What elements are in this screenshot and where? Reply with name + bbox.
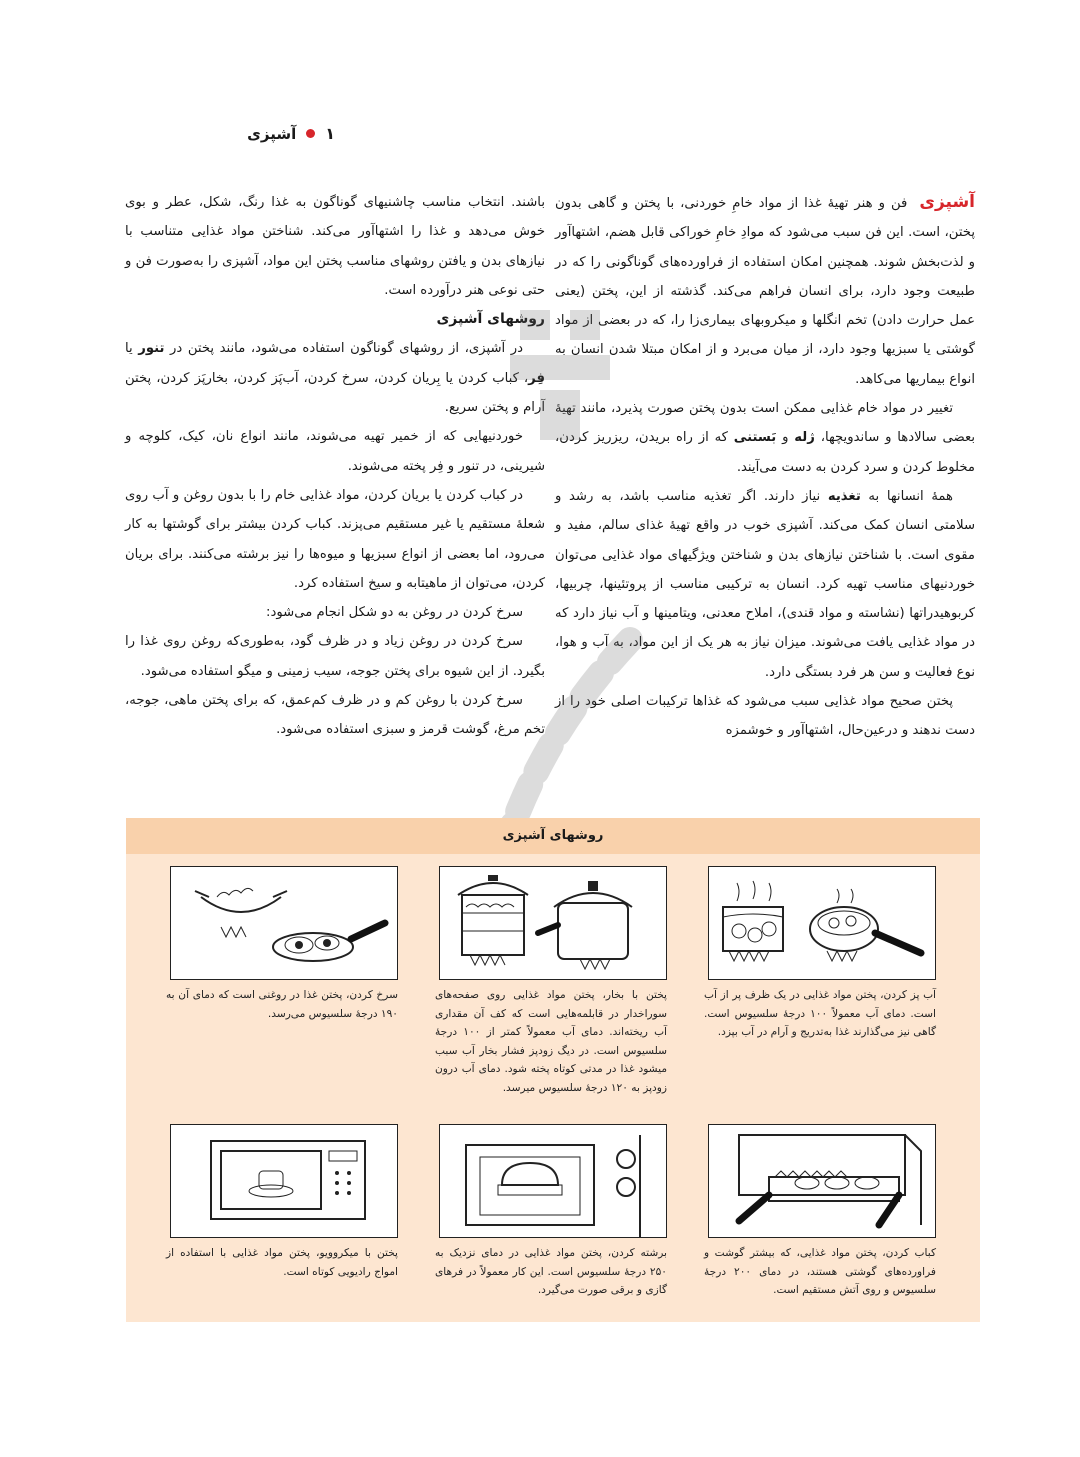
cooking-methods-panel [126,818,980,1322]
paragraph-methods [125,334,545,422]
method-grilling [704,1124,936,1300]
paragraph-4: پختن صحیح مواد غذایی سبب می‌شود که غذاها ترکیبات اصلی خود را از دست ندهند و درعین‌حال، اشتهاآور و خوشمزه [555,694,975,739]
method-caption: سرخ کردن، پختن غذا در روغنی است که دمای آن به ۱۹۰ درجهٔ سلسیوس می‌رسد. [166,989,398,1020]
right-column [555,188,975,746]
method-frying [166,866,398,1023]
accent-dot [306,129,315,138]
method-caption: کباب کردن، پختن مواد غذایی، که بیشتر گوشت و فراورده‌های گوشتی هستند، در دمای ۲۰۰ درجهٔ سلسیوس و روی آتش مستقیم است. [704,1247,936,1297]
intro-paragraph [555,188,975,394]
paragraph-text: در آشپزی، از روشهای گوناگون استفاده می‌شود، مانند پختن در [164,341,523,357]
paragraph-kabab: در کباب کردن یا بریان کردن، مواد غذایی خام را با بدون روغن و آب روی شعلهٔ مستقیم یا غیر مستقیم می‌پزند. کباب کردن بیشتر برای گوشتها به کار می‌رود، اما بعضی از انواع سبزیها و میوه‌ها را نیز برشته می‌کنند. برای بریان کردن، می‌توان از ماهیتابه و سیخ استفاده کرد. [125,487,545,591]
method-caption: برشته کردن، پختن مواد غذایی در دمای نزدیک به ۲۵۰ درجهٔ سلسیوس است. این کار معمولاً در فرهای گازی و برقی صورت می‌گیرد. [435,1247,667,1297]
left-column [125,188,545,745]
method-caption: پختن با بخار، پختن مواد غذایی روی صفحه‌های سوراخدار در قابلمه‌هایی است که کف آن مقداری آب ریخته‌اند. دمای آب معمولاً کمتر از ۱۰۰ درجهٔ سلسیوس است. در دیگ زودپز فشار بخار آب سبب میشود غذا در مدتی کوتاه پخته شود. دمای آب درون زودپز به ۱۲۰ درجهٔ سلسیوس میرسد. [435,989,667,1094]
conjunction: یا [125,341,139,357]
grill-icon [708,1124,936,1238]
steamer-pot-icon [439,866,667,980]
boiling-pot-icon [708,866,936,980]
term-icecream: بَستنی [733,430,777,446]
paragraph-dough: خوردنیهایی که از خمیر تهیه می‌شوند، مانند انواع نان، کیک، کلوچه و شیرینی، در تنور و فِر پخته می‌شوند. [125,429,545,474]
method-caption: آب پز کردن، پختن مواد غذایی در یک ظرف پر از آب است. دمای آب معمولاً ۱۰۰ درجهٔ سلسیوس است. گاهی نیز می‌گذارند غذا به‌تدریج و آرام در آب بپزد. [704,989,936,1039]
paragraph-continued: باشند. انتخاب مناسب چاشنیهای گوناگون به غذا رنگ، شکل، عطر و بوی خوش می‌دهد و غذا را اشتهاآور می‌کند. شناختن مواد غذایی متناسب با نیازهای بدن و یافتن روشهای مناسب پختن این مواد، آشپزی را به‌صورت فن و حتی نوعی هنر درآورده است. [125,195,545,298]
microwave-icon [170,1124,398,1238]
paragraph-text: همهٔ انسانها به [860,488,953,504]
method-roasting [435,1124,667,1300]
term-nutrition: تغذیه [827,488,861,504]
paragraph-text: نیاز دارند. اگر تغذیه مناسب باشد، به رشد و سلامتی انسان کمک می‌کند. آشپزی خوب در واقع تهیهٔ غذای سالم، مفید و مقوی است. با شناختن نیازهای بدن و شناختن ویژگیهای مواد غذایی می‌توان خوردنیهای مناسب تهیه کرد. انسان به ترکیبی مناسب از پروتئینها، چربیها، کربوهیدراتها (نشاسته و مواد قندی)، املاح معدنی، ویتامینها و آب نیاز دارد که در مواد غذایی یافت می‌شوند. میزان نیاز به هر یک از این مواد، به آب و هوا، نوع فعالیت و سن هر فرد بستگی دارد. [555,488,975,680]
paragraph-frying-intro: سرخ کردن در روغن به دو شکل انجام می‌شود: [266,605,523,621]
paragraph-3 [555,482,975,687]
conjunction: و [776,430,795,446]
paragraph-deep-fry: سرخ کردن در روغن زیاد و در ظرف گود، به‌طوری‌که روغن روی غذا را بگیرد. از این شیوه برای پختن جوجه، سیب زمینی و میگو استفاده می‌شود. [125,634,545,679]
section-heading: روشهای آشپزی [436,311,545,328]
lead-term: آشپزی [919,192,975,212]
paragraph-text: تغییر در مواد خام غذایی ممکن است بدون پختن صورت پذیرد، مانند تهیهٔ بعضی سالادها و ساندویچها، [555,401,976,446]
term-jelly: ژله [794,430,815,446]
method-caption: پختن با میکروویو، پختن مواد غذایی با استفاده از امواج رادیویی کوتاه است. [166,1247,398,1278]
method-boiling [704,866,936,1042]
term-oven: فِر [528,370,545,386]
method-microwave [166,1124,398,1281]
oven-icon [439,1124,667,1238]
panel-title: روشهای آشپزی [126,818,980,854]
paragraph-text: که از راه بریدن، ریزریز کردن، مخلوط کردن و سرد کردن به دست می‌آیند. [555,430,975,475]
term-tanoor: تنور [138,341,165,357]
page-header [125,124,335,143]
paragraph-2 [555,394,975,482]
chapter-title: آشپزی [247,124,297,143]
paragraph-text: فن و هنر تهیهٔ غذا از مواد خامِ خوردنی، با پختن و گاهی بدون پختن، است. این فن سبب می‌شود که موادِ خامِ خوراکی قابل هضم، اشتهاآور و لذت‌بخش شوند. همچنین امکان استفاده از فراورده‌های گوناگونی را که در طبیعت وجود دارد، برای انسان فراهم می‌کند. گذشته از این، پختن (یعنی عمل حرارت دادن) تخم انگلها و میکروبهای بیماری‌زا را، که در بعضی از مواد گوشتی یا سبزیها وجود دارد، از میان می‌برد و از امکان مبتلا شدن انسان به انواع بیماریها می‌کاهد. [555,196,975,387]
page-number: ۱ [325,124,335,143]
method-steaming [435,866,667,1098]
paragraph-text: ، کباب کردن یا بِریان کردن، سرخ کردن، آب‌پَز کردن، بخارپَز کردن، پختن آرام و پختن سریع. [125,370,545,416]
frying-pan-icon [170,866,398,980]
paragraph-shallow-fry: سرخ کردن با روغن کم و در ظرف کم‌عمق، که برای پختن ماهی، جوجه، تخم مرغ، گوشت قرمز و سبزی استفاده می‌شود. [125,693,545,738]
